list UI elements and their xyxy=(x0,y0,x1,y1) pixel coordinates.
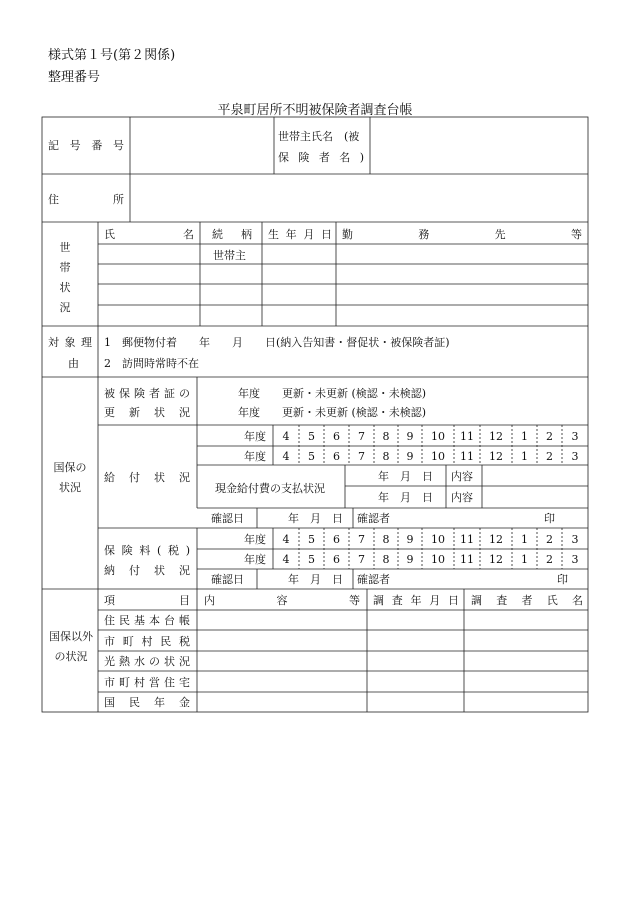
jusho-label: 住所 xyxy=(48,193,124,206)
other-item: 光熱水の状況 xyxy=(104,655,190,668)
month-cell: 9 xyxy=(406,430,414,443)
naiyo-label: 内容 xyxy=(451,491,473,504)
month-cell: 12 xyxy=(489,533,503,546)
month-cell: 12 xyxy=(489,450,503,463)
month-cell: 2 xyxy=(546,450,553,463)
confirm-ymd: 年 月 日 xyxy=(288,512,343,525)
setainushi-value: 世帯主 xyxy=(213,249,246,262)
other-item: 国民年金 xyxy=(104,696,190,709)
kokuho-status-label: 国保の状況 xyxy=(53,461,87,494)
confirm-date-label: 確認日 xyxy=(211,512,244,525)
genkin-label: 現金給付費の支払状況 xyxy=(215,482,325,495)
month-cell: 2 xyxy=(546,430,553,443)
confirmer-label: 確認者 xyxy=(357,573,390,586)
col-name-header: 氏名 xyxy=(104,228,194,241)
month-cell: 6 xyxy=(333,430,340,443)
month-cell: 1 xyxy=(521,450,528,463)
form-title: 平泉町居所不明被保険者調査台帳 xyxy=(217,103,413,118)
month-cell: 2 xyxy=(546,533,553,546)
month-cell: 7 xyxy=(358,553,365,566)
genkin-date: 年 月 日 xyxy=(378,491,433,504)
month-cell: 12 xyxy=(489,553,503,566)
other-item: 市町村民税 xyxy=(104,635,190,648)
col-date-header: 調査年月日 xyxy=(373,594,459,607)
col-birthdate-header: 生年月日 xyxy=(268,228,332,241)
month-cell: 5 xyxy=(308,450,315,463)
other-item: 住民基本台帳 xyxy=(104,614,190,627)
col-relation-header: 続柄 xyxy=(212,228,252,241)
month-cell: 8 xyxy=(382,430,390,443)
month-cell: 1 xyxy=(521,430,528,443)
month-cell: 3 xyxy=(571,430,579,443)
setainushi-label: 世帯主氏名 (被 xyxy=(278,130,360,143)
genkin-date: 年 月 日 xyxy=(378,470,433,483)
month-cell: 7 xyxy=(358,430,365,443)
month-cell: 4 xyxy=(282,553,290,566)
month-cell: 10 xyxy=(431,533,445,546)
month-cell: 6 xyxy=(333,553,340,566)
kyufu-label: 給付状況 xyxy=(104,471,190,484)
col-workplace-header: 勤務先等 xyxy=(342,228,582,241)
hihokensho-label-1: 被保険者証の xyxy=(104,387,190,400)
month-cell: 10 xyxy=(431,430,445,443)
month-cell: 12 xyxy=(489,430,503,443)
month-cell: 11 xyxy=(460,450,474,463)
month-cell: 9 xyxy=(406,450,414,463)
reason-item-1: 1 郵便物付着 年 月 日(納入告知書・督促状・被保険者証) xyxy=(104,336,450,349)
other-status-label: 国保以外の状況 xyxy=(49,630,93,663)
setainushi-label-2: 保険者名) xyxy=(278,151,364,164)
month-cell: 4 xyxy=(282,430,290,443)
reason-label-1: 対象理 xyxy=(48,336,92,349)
naiyo-label: 内容 xyxy=(451,470,473,483)
hokenryo-label-1: 保険料(税) xyxy=(104,544,190,557)
setai-status-label: 世帯状況 xyxy=(59,241,71,314)
month-cell: 4 xyxy=(282,450,290,463)
renew-line-2: 年度 更新・未更新 (検認・未検認) xyxy=(238,406,427,419)
month-cell: 3 xyxy=(571,533,579,546)
month-cell: 5 xyxy=(308,533,315,546)
month-cell: 7 xyxy=(358,450,365,463)
hihokensho-label-2: 更新状況 xyxy=(104,406,190,419)
month-cell: 8 xyxy=(382,553,390,566)
confirmer-label: 確認者 xyxy=(357,512,390,525)
seal-mark: 印 xyxy=(557,573,568,586)
month-cell: 7 xyxy=(358,533,365,546)
month-cell: 6 xyxy=(333,450,340,463)
month-cell: 5 xyxy=(308,430,315,443)
month-cell: 10 xyxy=(431,553,445,566)
month-cell: 11 xyxy=(460,533,474,546)
month-cell: 8 xyxy=(382,450,390,463)
confirm-ymd: 年 月 日 xyxy=(288,573,343,586)
nendo-label: 年度 xyxy=(244,553,266,566)
reason-item-2: 2 訪問時常時不在 xyxy=(104,357,199,370)
confirm-date-label: 確認日 xyxy=(211,573,244,586)
month-cell: 8 xyxy=(382,533,390,546)
reason-label-2: 由 xyxy=(68,357,79,370)
form-number: 様式第１号(第２関係) xyxy=(48,48,176,63)
month-cell: 9 xyxy=(406,553,414,566)
hokenryo-label-2: 納付状況 xyxy=(104,564,190,577)
month-cell: 6 xyxy=(333,533,340,546)
nendo-label: 年度 xyxy=(244,450,266,463)
month-cell: 5 xyxy=(308,553,315,566)
month-cell: 10 xyxy=(431,450,445,463)
month-cell: 1 xyxy=(521,533,528,546)
month-cell: 9 xyxy=(406,533,414,546)
month-cell: 2 xyxy=(546,553,553,566)
other-item: 市町村営住宅 xyxy=(104,676,190,689)
nendo-label: 年度 xyxy=(244,430,266,443)
month-cell: 1 xyxy=(521,553,528,566)
seal-mark: 印 xyxy=(544,512,555,525)
month-cell: 4 xyxy=(282,533,290,546)
reference-number-label: 整理番号 xyxy=(48,70,101,85)
month-cell: 11 xyxy=(460,430,474,443)
renew-line-1: 年度 更新・未更新 (検認・未検認) xyxy=(238,387,427,400)
month-cell: 11 xyxy=(460,553,474,566)
kigo-bango-label: 記号番号 xyxy=(48,139,124,152)
month-cell: 3 xyxy=(571,450,579,463)
col-person-header: 調査者氏名 xyxy=(471,594,583,607)
col-content-header: 内容等 xyxy=(204,594,360,607)
nendo-label: 年度 xyxy=(244,533,266,546)
month-cell: 3 xyxy=(571,553,579,566)
col-item-header: 項目 xyxy=(104,594,190,607)
